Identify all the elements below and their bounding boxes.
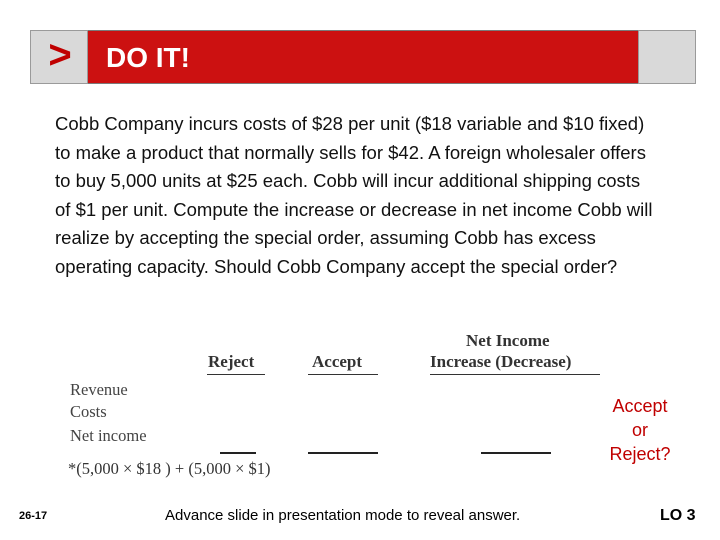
footer-note: Advance slide in presentation mode to reveal answer. — [165, 507, 521, 524]
header-left-box — [30, 30, 88, 84]
decision-accept: Accept — [612, 396, 668, 416]
header-right-box — [638, 30, 696, 84]
chevron-right-icon: > — [48, 33, 72, 77]
answer-blank-accept — [308, 452, 378, 454]
learning-objective-tag: LO 3 — [660, 507, 696, 524]
row-label-revenue: Revenue — [70, 380, 128, 399]
column-header-reject: Reject — [208, 352, 255, 371]
problem-statement: Cobb Company incurs costs of $28 per unit ($18 variable and $10 fixed) to make a product that normally sells for $42. A foreign wholesaler offers to buy 5,000 units at $25 each. Cobb will incur additional shipping costs of $1 per unit. Compute the increase or decrease in net income Cobb will realize by accepting the special order, assuming Cobb has excess operating capacity. Should Cobb Company accept the special order? — [55, 113, 653, 277]
answer-blank-net-income — [481, 452, 551, 454]
column-header-increase-decrease: Increase (Decrease) — [430, 352, 572, 371]
slide-title: DO IT! — [106, 42, 190, 73]
column-header-accept: Accept — [312, 352, 363, 371]
answer-blank-reject — [220, 452, 256, 454]
row-label-costs: Costs — [70, 402, 107, 421]
decision-prompt — [594, 394, 686, 466]
column-rule-net-income — [430, 374, 600, 375]
row-label-net-income: Net income — [70, 426, 147, 445]
cost-footnote: *(5,000 × $18 ) + (5,000 × $1) — [68, 459, 271, 478]
column-rule-reject — [207, 374, 265, 375]
decision-reject: Reject? — [609, 444, 671, 464]
header-banner — [88, 30, 638, 84]
column-header-net-income: Net Income — [466, 331, 550, 350]
decision-or: or — [631, 420, 648, 440]
column-rule-accept — [308, 374, 378, 375]
slide-number: 26-17 — [19, 510, 48, 522]
